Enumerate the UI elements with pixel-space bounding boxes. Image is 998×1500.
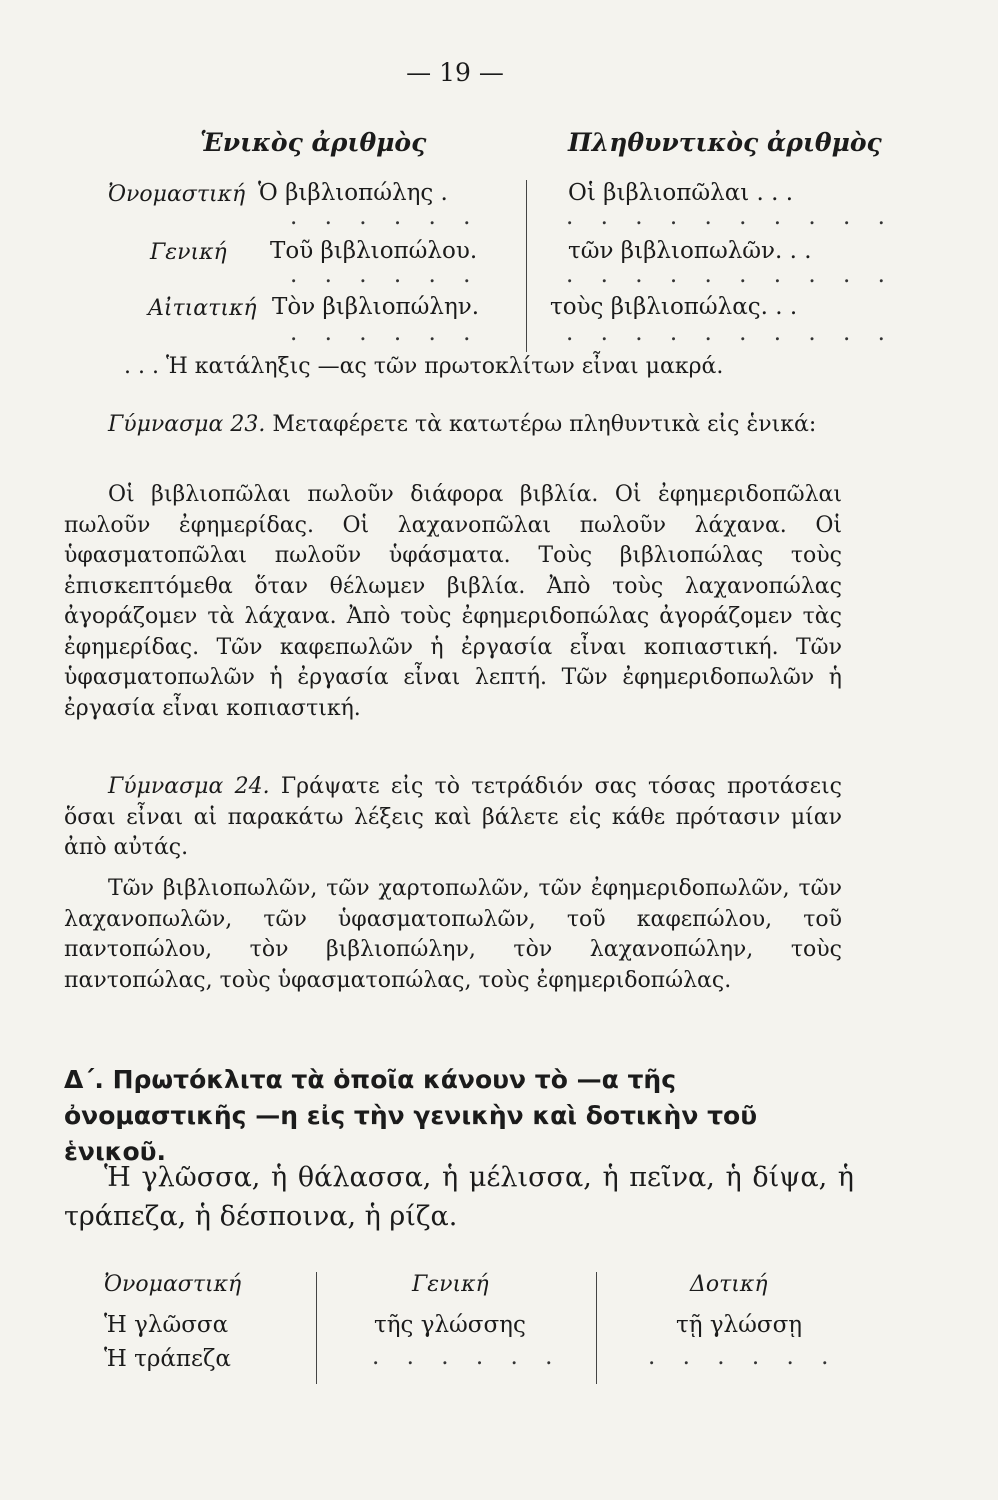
exercise-23-prompt — [64, 410, 842, 441]
fill-dots: . . . . . . . . . . — [566, 262, 895, 288]
singular-form: Ὁ βιβλιοπώλης . — [258, 180, 448, 206]
fill-dots: . . . . . . — [372, 1344, 563, 1370]
exercise-23-text: Οἱ βιβλιοπῶλαι πωλοῦν διάφορα βιβλία. Οἱ ἐφημεριδοπῶλαι πωλοῦν ἐφημερίδας. Οἱ λαχανοπῶλαι πωλοῦν λάχανα. Οἱ ὑφασματοπῶλαι πωλοῦν ὑφάσματα. Τοὺς βιβλιοπώλας τοὺς ἐπισκεπτόμεθα ὅταν θέλωμεν βιβλία. Ἀπὸ τοὺς λαχανοπώλας ἀγοράζομεν τὰ λάχανα. Ἀπὸ τοὺς ἐφημεριδοπώλας ἀγοράζομεν τὰς ἐφημερίδας. Τῶν καφεπωλῶν ἡ ἐργασία εἶναι κοπιαστική. Τῶν ὑφασματοπωλῶν ἡ ἐργασία εἶναι λεπτή. Τῶν ἐφημεριδοπωλῶν ἡ ἐργασία εἶναι κοπιαστική. — [64, 482, 842, 721]
fill-dots: . . . . . . . . . . — [566, 204, 895, 230]
fill-dots: . . . . . . — [290, 320, 481, 346]
table2-divider — [596, 1272, 597, 1384]
case-label: Ὀνομαστική — [108, 182, 246, 207]
plural-form: Οἱ βιβλιοπῶλαι . . . — [568, 180, 794, 206]
exercise-instruction: Μεταφέρετε τὰ κατωτέρω πληθυντικὰ εἰς ἑνικά: — [265, 412, 817, 437]
exercise-label: Γύμνασμα 23. — [108, 412, 266, 437]
singular-form: Τοῦ βιβλιοπώλου. — [270, 238, 478, 264]
table-cell: τῇ γλώσσῃ — [676, 1312, 803, 1338]
exercise-24-prompt — [64, 772, 842, 864]
singular-header: Ἑνικὸς ἀριθμὸς — [200, 128, 427, 157]
plural-form: τῶν βιβλιοπωλῶν. . . — [568, 238, 812, 264]
fill-dots: . . . . . . — [290, 262, 481, 288]
plural-header: Πληθυντικὸς ἀριθμὸς — [568, 128, 882, 157]
column-header: Ὀνομαστική — [104, 1272, 242, 1297]
example-words: Ἡ γλῶσσα, ἡ θάλασσα, ἡ μέλισσα, ἡ πεῖνα, ἡ δίψα, ἡ τράπεζα, ἡ δέσποινα, ἡ ρίζα. — [64, 1162, 854, 1232]
page-number: — 19 — — [406, 58, 504, 87]
column-header: Γενική — [412, 1272, 489, 1297]
exercise-24-word-list: Τῶν βιβλιοπωλῶν, τῶν χαρτοπωλῶν, τῶν ἐφημεριδοπωλῶν, τῶν λαχανοπωλῶν, τῶν ὑφασματοπωλῶν, τοῦ καφεπώλου, τοῦ παντοπώλου, τὸν βιβλιοπώλην, τὸν λαχανοπώλην, τοὺς παντοπώλας, τοὺς ὑφασματοπώλας, τοὺς ἐφημεριδοπώλας. — [64, 876, 842, 993]
table-cell: Ἡ γλῶσσα — [104, 1312, 229, 1338]
fill-dots: . . . . . . — [290, 204, 481, 230]
case-label: Αἰτιατική — [148, 296, 257, 321]
exercise-instruction: Γράψατε εἰς τὸ τετράδιόν σας τόσας προτάσεις ὅσαι εἶναι αἱ παρακάτω λέξεις καὶ βάλετε εἰς κάθε πρότασιν μίαν ἀπὸ αὐτάς. — [64, 774, 842, 860]
plural-form: τοὺς βιβλιοπώλας. . . — [550, 294, 798, 320]
section-heading: Δ΄. Πρωτόκλιτα τὰ ὁποῖα κάνουν τὸ —α τῆς ὀνομαστικῆς —η εἰς τὴν γενικὴν καὶ δοτικὴν τοῦ ἑνικοῦ. — [64, 1065, 758, 1166]
fill-dots: . . . . . . — [648, 1344, 839, 1370]
fill-dots: . . . . . . . . . . — [566, 320, 895, 346]
case-label: Γενική — [150, 240, 227, 265]
exercise-label: Γύμνασμα 24. — [108, 774, 270, 799]
table1-divider — [526, 180, 527, 352]
singular-form: Τὸν βιβλιοπώλην. — [272, 294, 480, 320]
table-cell: τῆς γλώσσης — [374, 1312, 526, 1338]
table2-divider — [316, 1272, 317, 1384]
column-header: Δοτική — [690, 1272, 768, 1297]
ending-rule: . . . Ἡ κατάληξις —ας τῶν πρωτοκλίτων εἶναι μακρά. — [124, 354, 724, 379]
table-cell: Ἡ τράπεζα — [104, 1346, 231, 1372]
